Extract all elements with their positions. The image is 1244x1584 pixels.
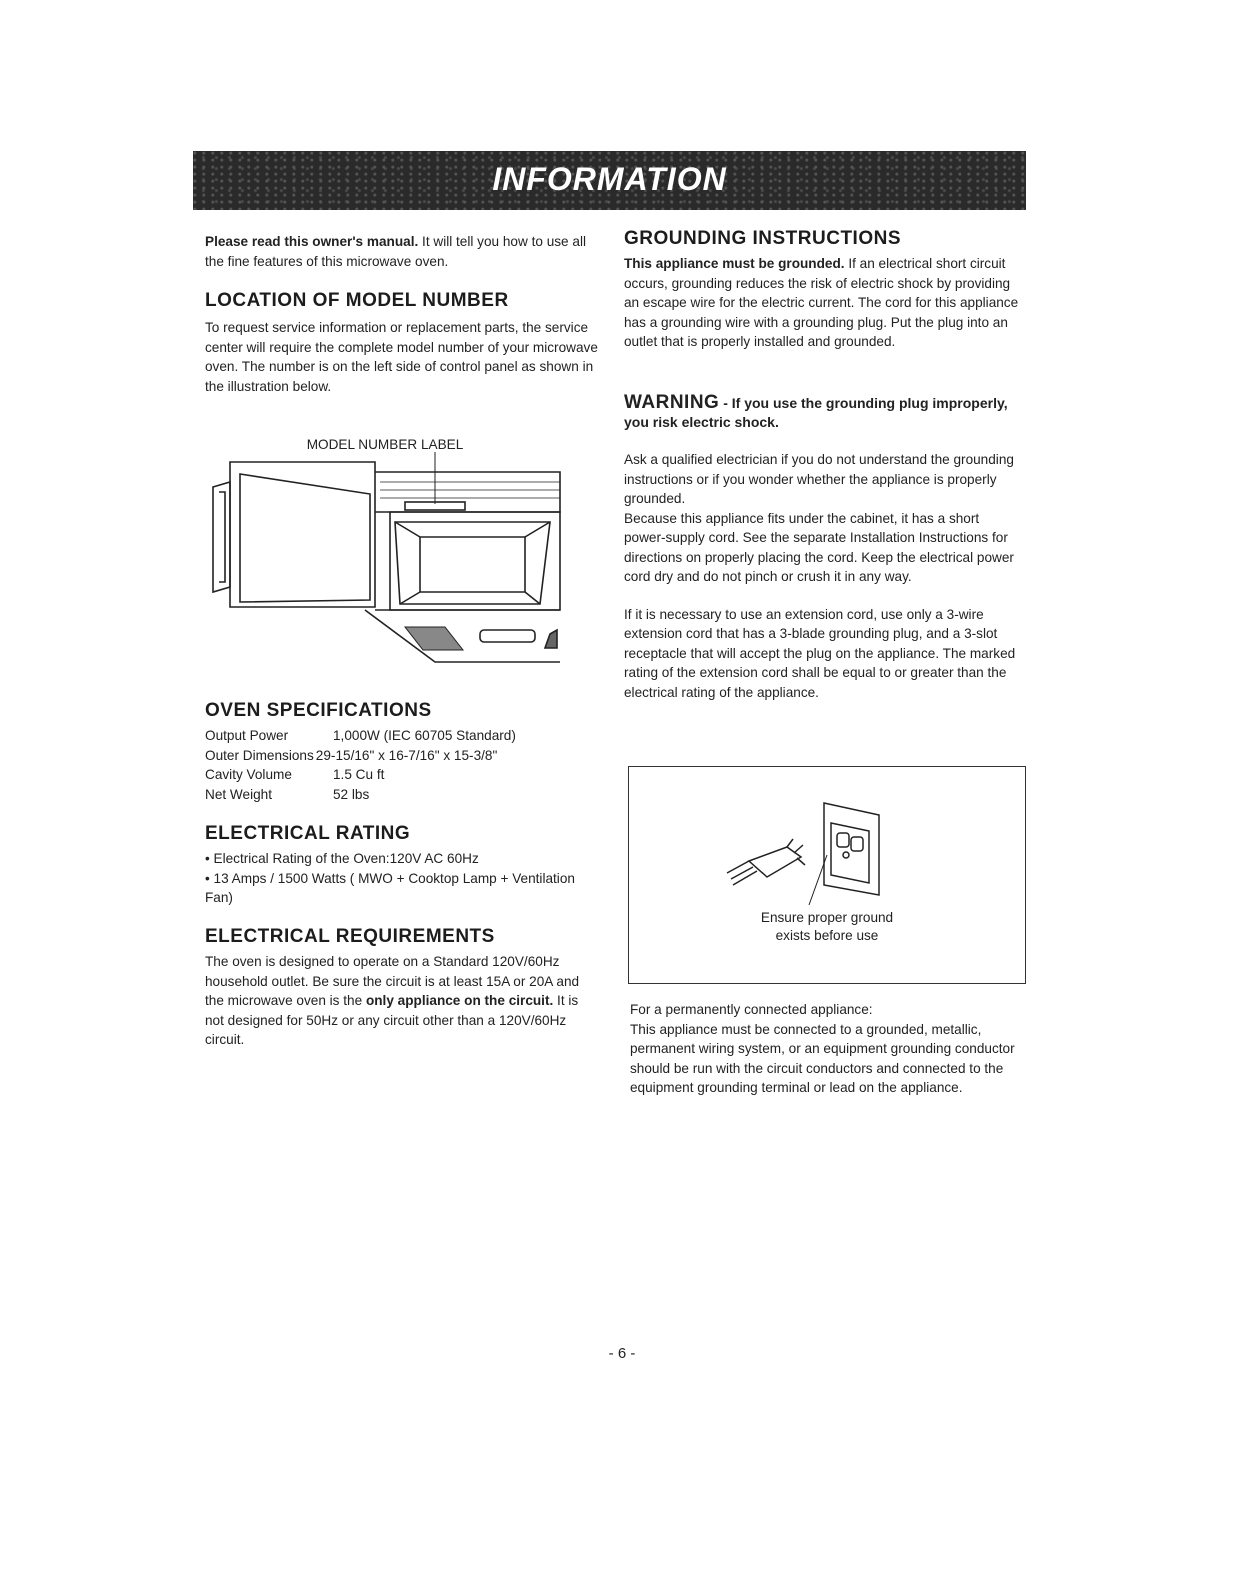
- door-handle: [213, 482, 230, 592]
- oven-specs-section: [205, 700, 600, 804]
- spec-table: [205, 726, 600, 804]
- electrical-rating-item: • Electrical Rating of the Oven:120V AC 60Hz: [205, 851, 479, 866]
- spec-label: Net Weight: [205, 786, 272, 802]
- intro-text: It will tell you how to use all the fine features of this microwave oven.: [205, 234, 586, 269]
- grounding-heading: GROUNDING INSTRUCTIONS: [624, 228, 901, 249]
- model-location-heading: LOCATION OF MODEL NUMBER: [205, 290, 509, 311]
- plug-caption-line1: Ensure proper ground: [760, 910, 894, 925]
- spec-row: [205, 726, 600, 746]
- grounding-section: [624, 228, 1024, 352]
- page-number: - 6 -: [608, 1345, 636, 1362]
- plug-caption: [629, 909, 1025, 945]
- warning-para2: Because this appliance fits under the cabinet, it has a short power-supply cord. See the separate Installation Instructions for directions on properly placing the cord. Keep the electrical power cord dry and do not pinch or crush it in any way.: [624, 510, 1014, 584]
- spec-value: 29-15/16" x 16-7/16" x 15-3/8": [315, 747, 498, 763]
- electrical-requirements-text2: It is not designed for 50Hz or any circuit other than a 120V/60Hz circuit.: [205, 993, 579, 1047]
- spec-value: 1.5 Cu ft: [333, 767, 385, 782]
- grounding-text: If an electrical short circuit occurs, grounding reduces the risk of electric shock by providing an escape wire for the electric current. The cord for this appliance has a grounding wire with a grounding plug. Put the plug into an outlet that is properly installed and grounded.: [624, 256, 1019, 349]
- spec-label: Cavity Volume: [205, 767, 292, 782]
- plug-outlet-illustration: [709, 795, 909, 907]
- spec-value: 52 lbs: [333, 786, 370, 802]
- electrical-rating-section: [205, 823, 600, 908]
- warning-section: [624, 392, 1024, 702]
- warning-subheading: - If you use the grounding plug improperly, you risk electric shock.: [624, 395, 1008, 430]
- model-number-label-caption: MODEL NUMBER LABEL: [306, 437, 464, 452]
- spec-row: [205, 765, 600, 785]
- section-banner: [193, 151, 1026, 210]
- grounding-bold: This appliance must be grounded.: [624, 256, 845, 271]
- plug-caption-line2: exists before use: [775, 928, 879, 943]
- spec-label: Output Power: [205, 728, 289, 743]
- model-location-text: To request service information or replacement parts, the service center will require the complete model number of your microwave oven. The number is on the left side of control panel as shown in the illustration below.: [205, 320, 598, 394]
- electrical-requirements-heading: ELECTRICAL REQUIREMENTS: [205, 926, 495, 947]
- intro-bold: Please read this owner's manual.: [205, 234, 419, 249]
- electrical-rating-item: • 13 Amps / 1500 Watts ( MWO + Cooktop Lamp + Ventilation Fan): [205, 870, 575, 905]
- permanent-connection-section: [630, 1000, 1030, 1098]
- permanent-line1: For a permanently connected appliance:: [630, 1002, 873, 1017]
- model-location-section: [205, 290, 600, 396]
- electrical-requirements-section: [205, 926, 600, 1050]
- electrical-requirements-bold: only appliance on the circuit.: [365, 993, 554, 1008]
- electrical-requirements-text1: The oven is designed to operate on a Standard 120V/60Hz household outlet. Be sure the circuit is at least 15A or 20A and the microwave oven is the: [205, 954, 580, 1008]
- oven-specs-heading: OVEN SPECIFICATIONS: [205, 700, 432, 721]
- electrical-rating-heading: ELECTRICAL RATING: [205, 823, 411, 844]
- spec-value: 1,000W (IEC 60705 Standard): [333, 728, 516, 743]
- spec-row: [205, 746, 600, 766]
- warning-heading: WARNING: [624, 392, 720, 413]
- plug-body: [749, 847, 801, 877]
- spec-label: Outer Dimensions: [205, 747, 314, 763]
- warning-para1: Ask a qualified electrician if you do not understand the grounding instructions or if you wonder whether the appliance is properly grounded.: [624, 452, 1014, 506]
- intro-paragraph: [205, 232, 600, 271]
- warning-para3: If it is necessary to use an extension cord, use only a 3-wire extension cord that has a 3-blade grounding plug, and a 3-slot receptacle that will accept the plug on the appliance. The marked rating of the extension cord shall be equal to or greater than the electrical rating of the appliance.: [624, 606, 1016, 700]
- door-window: [240, 474, 370, 602]
- permanent-text: This appliance must be connected to a grounded, metallic, permanent wiring system, or an equipment grounding conductor should be run with the circuit conductors and connected to the equipment grounding terminal or lead on the appliance.: [630, 1021, 1015, 1095]
- microwave-illustration: [205, 452, 565, 668]
- grounding-plug-figure: [628, 766, 1026, 984]
- spec-row: [205, 785, 600, 805]
- page-title: INFORMATION: [492, 161, 727, 197]
